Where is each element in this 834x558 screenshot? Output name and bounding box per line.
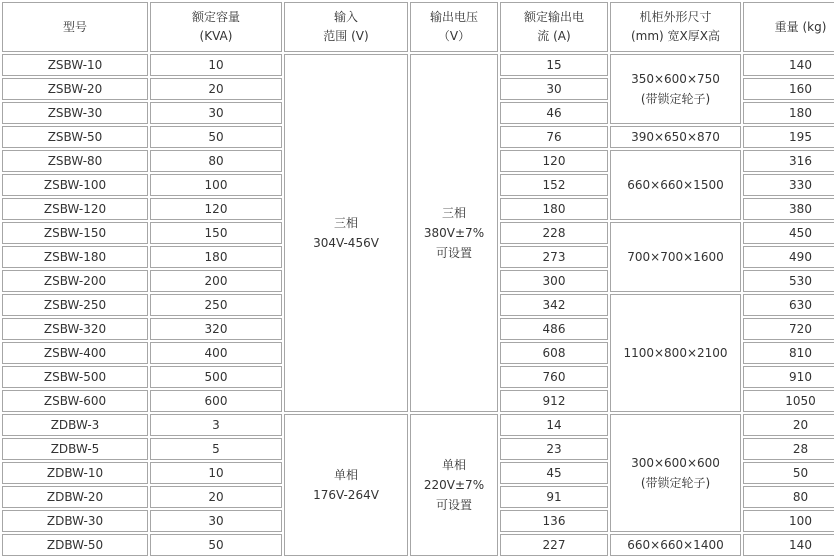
cell-line: 300×600×600	[631, 456, 720, 470]
weight-cell: 180	[743, 102, 834, 124]
header-rated-current	[500, 2, 608, 52]
model-cell: ZSBW-50	[2, 126, 148, 148]
rated-current-cell: 30	[500, 78, 608, 100]
cell-line: 304V-456V	[313, 236, 379, 250]
cell-line: 380V±7%	[423, 226, 485, 240]
capacity-cell: 30	[150, 510, 282, 532]
cell-line: 可设置	[435, 498, 472, 512]
weight-cell: 910	[743, 366, 834, 388]
cell-line: 输入	[333, 10, 358, 24]
capacity-cell: 320	[150, 318, 282, 340]
rated-current-cell: 23	[500, 438, 608, 460]
rated-current-cell: 228	[500, 222, 608, 244]
model-cell: ZDBW-20	[2, 486, 148, 508]
header-capacity	[150, 2, 282, 52]
capacity-cell: 80	[150, 150, 282, 172]
rated-current-cell: 76	[500, 126, 608, 148]
model-cell: ZSBW-320	[2, 318, 148, 340]
cell-line: 350×600×750	[631, 72, 720, 86]
capacity-cell: 150	[150, 222, 282, 244]
cell-line: 单相	[333, 468, 358, 482]
cell-line: 176V-264V	[313, 488, 379, 502]
model-cell: ZSBW-250	[2, 294, 148, 316]
capacity-cell: 30	[150, 102, 282, 124]
cabinet-size-cell	[610, 414, 741, 532]
weight-cell: 1050	[743, 390, 834, 412]
model-cell: ZSBW-10	[2, 54, 148, 76]
cell-line: (带锁定轮子)	[640, 476, 711, 490]
rated-current-cell: 273	[500, 246, 608, 268]
model-cell: ZDBW-50	[2, 534, 148, 556]
rated-current-cell: 136	[500, 510, 608, 532]
capacity-cell: 600	[150, 390, 282, 412]
cell-line: 范围 (V)	[323, 29, 369, 43]
cell-line: 660×660×1500	[627, 178, 724, 192]
cell-line: (mm) 宽X厚X高	[631, 29, 720, 43]
model-cell: ZSBW-20	[2, 78, 148, 100]
weight-cell: 450	[743, 222, 834, 244]
model-cell: ZDBW-10	[2, 462, 148, 484]
cell-line: 单相	[441, 458, 466, 472]
capacity-cell: 180	[150, 246, 282, 268]
header-cabinet-size	[610, 2, 741, 52]
cell-line: 流 (A)	[537, 29, 571, 43]
rated-current-cell: 760	[500, 366, 608, 388]
weight-cell: 530	[743, 270, 834, 292]
rated-current-cell: 14	[500, 414, 608, 436]
weight-cell: 630	[743, 294, 834, 316]
capacity-cell: 50	[150, 534, 282, 556]
header-row	[2, 2, 834, 52]
weight-cell: 28	[743, 438, 834, 460]
weight-cell: 810	[743, 342, 834, 364]
cell-line: 三相	[333, 216, 358, 230]
model-cell: ZSBW-500	[2, 366, 148, 388]
model-cell: ZSBW-400	[2, 342, 148, 364]
rated-current-cell: 300	[500, 270, 608, 292]
cell-line: 机柜外形尺寸	[639, 10, 712, 24]
weight-cell: 195	[743, 126, 834, 148]
header-model	[2, 2, 148, 52]
rated-current-cell: 45	[500, 462, 608, 484]
cell-line: 可设置	[435, 246, 472, 260]
capacity-cell: 500	[150, 366, 282, 388]
capacity-cell: 120	[150, 198, 282, 220]
model-cell: ZSBW-80	[2, 150, 148, 172]
rated-current-cell: 342	[500, 294, 608, 316]
model-cell: ZSBW-180	[2, 246, 148, 268]
cell-line: (带锁定轮子)	[640, 92, 711, 106]
model-cell: ZSBW-100	[2, 174, 148, 196]
model-cell: ZDBW-5	[2, 438, 148, 460]
cell-line: 1100×800×2100	[623, 346, 728, 360]
cabinet-size-cell	[610, 294, 741, 412]
capacity-cell: 20	[150, 486, 282, 508]
weight-cell: 50	[743, 462, 834, 484]
capacity-cell: 10	[150, 462, 282, 484]
cell-line: 重量 (kg)	[774, 19, 827, 34]
output-voltage-cell	[410, 54, 498, 412]
cell-line: （V）	[437, 29, 471, 43]
rated-current-cell: 152	[500, 174, 608, 196]
cell-line: 700×700×1600	[627, 250, 724, 264]
cell-line: 输出电压	[429, 10, 478, 24]
table-row	[2, 414, 834, 436]
cell-line: 660×660×1400	[627, 538, 724, 552]
cell-line: 额定输出电	[523, 10, 584, 24]
cell-line: 390×650×870	[631, 130, 720, 144]
capacity-cell: 200	[150, 270, 282, 292]
cell-line: 型号	[62, 19, 87, 34]
rated-current-cell: 91	[500, 486, 608, 508]
weight-cell: 140	[743, 54, 834, 76]
capacity-cell: 400	[150, 342, 282, 364]
model-cell: ZDBW-30	[2, 510, 148, 532]
model-cell: ZSBW-120	[2, 198, 148, 220]
capacity-cell: 50	[150, 126, 282, 148]
rated-current-cell: 15	[500, 54, 608, 76]
cabinet-size-cell	[610, 126, 741, 148]
cell-line: 额定容量	[191, 10, 240, 24]
weight-cell: 490	[743, 246, 834, 268]
header-input-range	[284, 2, 408, 52]
weight-cell: 160	[743, 78, 834, 100]
weight-cell: 20	[743, 414, 834, 436]
rated-current-cell: 227	[500, 534, 608, 556]
input-range-cell	[284, 54, 408, 412]
header-output-voltage	[410, 2, 498, 52]
rated-current-cell: 120	[500, 150, 608, 172]
weight-cell: 100	[743, 510, 834, 532]
model-cell: ZSBW-150	[2, 222, 148, 244]
model-cell: ZDBW-3	[2, 414, 148, 436]
weight-cell: 80	[743, 486, 834, 508]
model-cell: ZSBW-200	[2, 270, 148, 292]
capacity-cell: 100	[150, 174, 282, 196]
rated-current-cell: 46	[500, 102, 608, 124]
model-cell: ZSBW-30	[2, 102, 148, 124]
capacity-cell: 10	[150, 54, 282, 76]
cell-line: 三相	[441, 206, 466, 220]
capacity-cell: 3	[150, 414, 282, 436]
weight-cell: 316	[743, 150, 834, 172]
rated-current-cell: 486	[500, 318, 608, 340]
rated-current-cell: 912	[500, 390, 608, 412]
capacity-cell: 250	[150, 294, 282, 316]
weight-cell: 330	[743, 174, 834, 196]
cabinet-size-cell	[610, 54, 741, 124]
cell-line: 220V±7%	[423, 478, 485, 492]
cabinet-size-cell	[610, 222, 741, 292]
cabinet-size-cell	[610, 534, 741, 556]
cell-line: (KVA)	[199, 29, 233, 43]
model-cell: ZSBW-600	[2, 390, 148, 412]
capacity-cell: 20	[150, 78, 282, 100]
rated-current-cell: 180	[500, 198, 608, 220]
capacity-cell: 5	[150, 438, 282, 460]
rated-current-cell: 608	[500, 342, 608, 364]
header-weight	[743, 2, 834, 52]
table-row	[2, 54, 834, 76]
weight-cell: 380	[743, 198, 834, 220]
weight-cell: 720	[743, 318, 834, 340]
cabinet-size-cell	[610, 150, 741, 220]
weight-cell: 140	[743, 534, 834, 556]
